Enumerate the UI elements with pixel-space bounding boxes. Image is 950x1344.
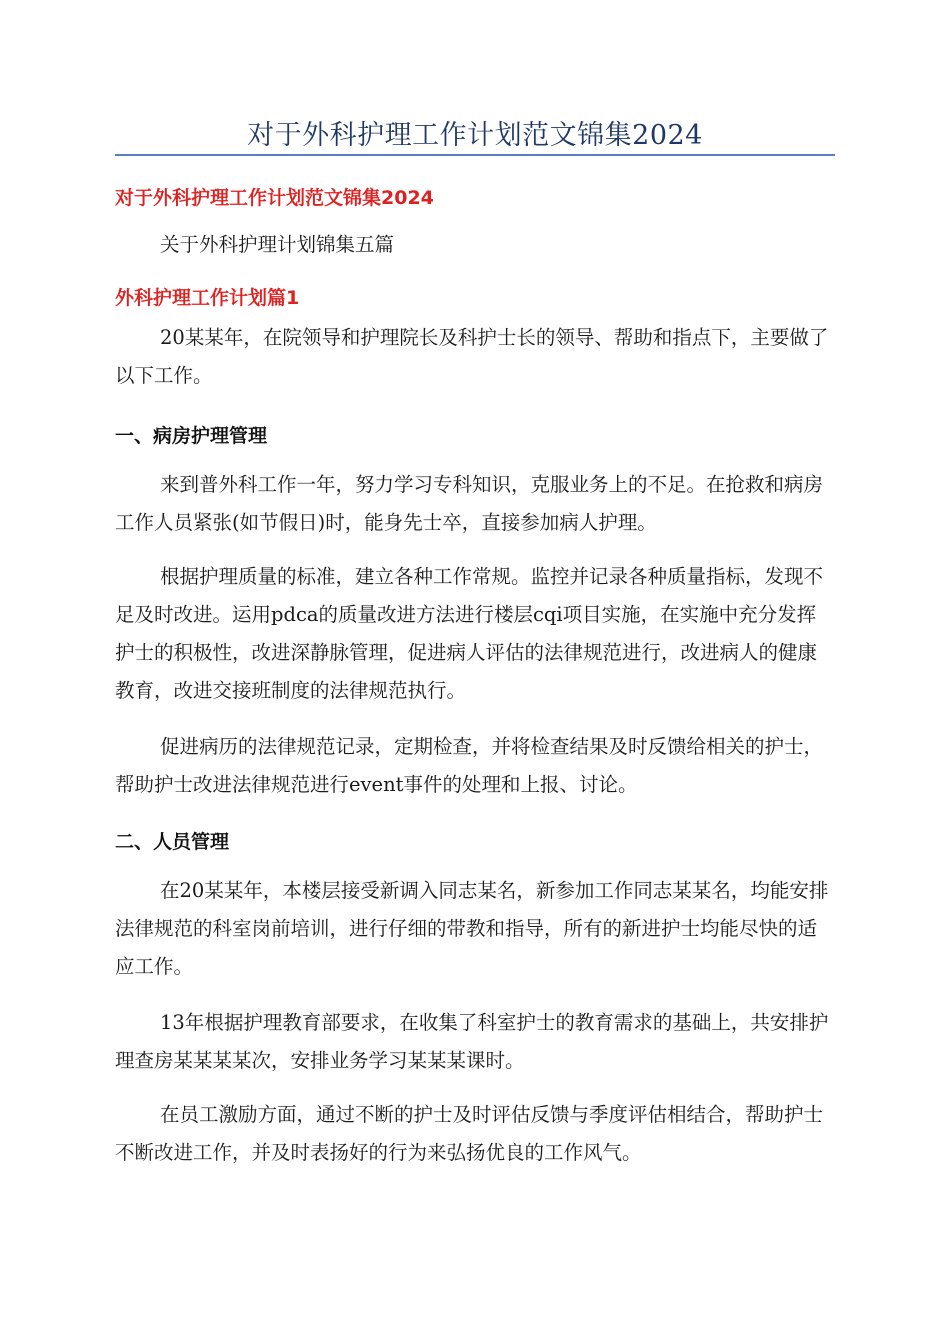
section-paragraph: 13年根据护理教育部要求，在收集了科室护士的教育需求的基础上，共安排护理查房某某某某次，安排业务学习某某某课时。 — [115, 1011, 829, 1072]
section-heading: 二、人员管理 — [115, 831, 230, 853]
section-paragraph: 促进病历的法律规范记录，定期检查，并将检查结果及时反馈给相关的护士，帮助护士改进法律规范进行event事件的处理和上报、讨论。 — [115, 735, 824, 796]
section-paragraph: 根据护理质量的标准，建立各种工作常规。监控并记录各种质量指标，发现不足及时改进。运用pdca的质量改进方法进行楼层cqi项目实施，在实施中充分发挥护士的积极性，改进深静脉管理，促进病人评估的法律规范进行，改进病人的健康教育，改进交接班制度的法律规范执行。 — [115, 565, 824, 702]
section-paragraph: 在20某某年，本楼层接受新调入同志某名，新参加工作同志某某名，均能安排法律规范的科室岗前培训，进行仔细的带教和指导，所有的新进护士均能尽快的适应工作。 — [115, 879, 829, 978]
main-heading: 对于外科护理工作计划范文锦集2024 — [115, 187, 434, 209]
section-heading: 一、病房护理管理 — [115, 425, 268, 447]
section-paragraph: 在员工激励方面，通过不断的护士及时评估反馈与季度评估相结合，帮助护士不断改进工作，并及时表扬好的行为来弘扬优良的工作风气。 — [115, 1103, 824, 1164]
page-title: 对于外科护理工作计划范文锦集2024 — [247, 120, 703, 151]
chapter-heading: 外科护理工作计划篇1 — [115, 287, 300, 309]
subtitle: 关于外科护理计划锦集五篇 — [160, 233, 395, 256]
title-divider — [115, 154, 835, 156]
section-paragraph: 来到普外科工作一年，努力学习专科知识，克服业务上的不足。在抢救和病房工作人员紧张(如节假日)时，能身先士卒，直接参加病人护理。 — [115, 473, 824, 534]
intro-paragraph: 20某某年，在院领导和护理院长及科护士长的领导、帮助和指点下，主要做了以下工作。 — [115, 326, 829, 387]
